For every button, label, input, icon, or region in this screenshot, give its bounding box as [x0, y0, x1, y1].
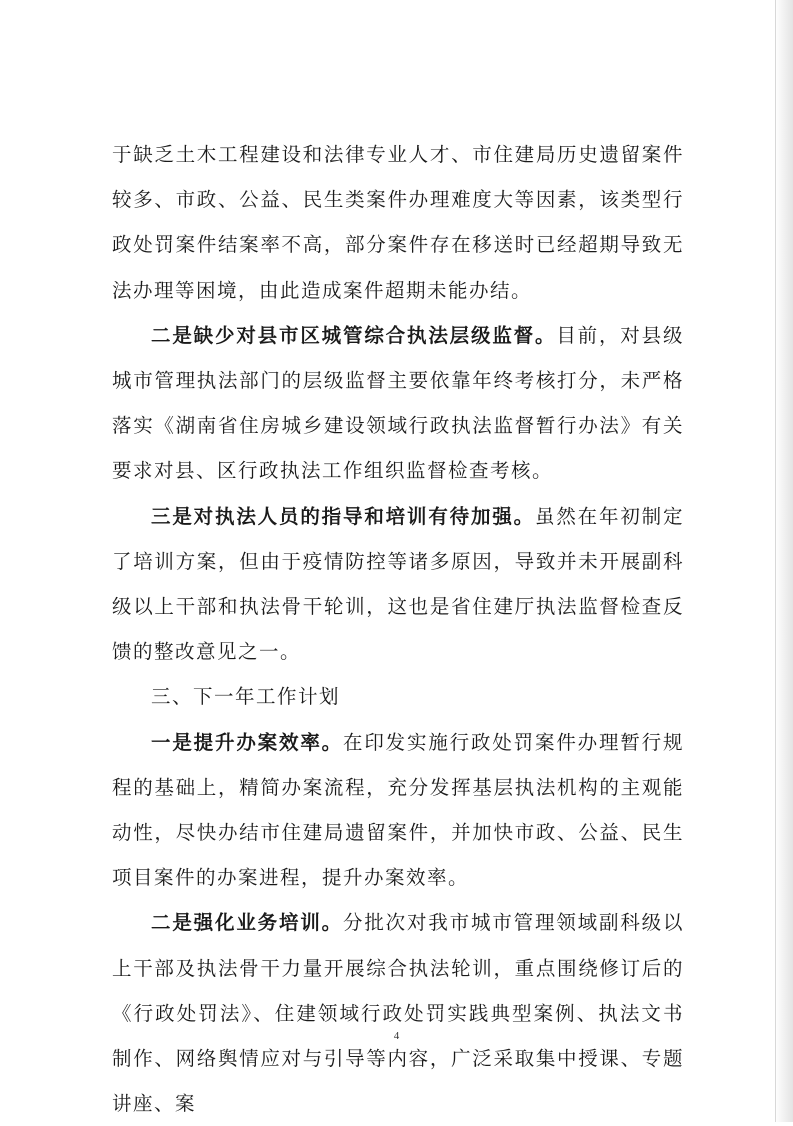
- plan-item-text: 分批次对我市城市管理领域副科级以上干部及执法骨干力量开展综合执法轮训，重点围绕修订后的《行政处罚法》、住建领域行政处罚实践典型案例、执法文书制作、网络舆情应对与引导等内容，广泛采取集中授课、专题讲座、案: [112, 911, 684, 1116]
- page-number: 4: [393, 1030, 400, 1042]
- paragraph-text: 虽然在年初制定了培训方案，但由于疫情防控等诸多原因，导致并未开展副科级以上干部和执法骨干轮训，这也是省住建厅执法监督检查反馈的整改意见之一。: [112, 504, 684, 664]
- page-edge-line: [775, 0, 776, 1122]
- page-edge-shadow: [775, 0, 793, 1122]
- section-heading: 三、下一年工作计划: [151, 685, 341, 709]
- document-body: [112, 132, 684, 1126]
- paragraph-lead: 三是对执法人员的指导和培训有待加强。: [151, 504, 535, 528]
- plan-item-lead: 二是强化业务培训。: [151, 911, 343, 935]
- paragraph-continuation: [112, 132, 684, 313]
- paragraph-text: 目前，对县级城市管理执法部门的层级监督主要依靠年终考核打分，未严格落实《湖南省住房城乡建设领域行政执法监督暂行办法》有关要求对县、区行政执法工作组织监督检查考核。: [112, 323, 684, 483]
- paragraph-problem-two: [112, 313, 684, 494]
- plan-item-lead: 一是提升办案效率。: [151, 730, 343, 754]
- paragraph-lead: 二是缺少对县市区城管综合执法层级监督。: [151, 323, 557, 347]
- plan-item-one: [112, 720, 684, 901]
- paragraph-problem-three: [112, 494, 684, 675]
- plan-item-text: 在印发实施行政处罚案件办理暂行规程的基础上，精简办案流程，充分发挥基层执法机构的主观能动性，尽快办结市住建局遗留案件，并加快市政、公益、民生项目案件的办案进程，提升办案效率。: [112, 730, 684, 890]
- plan-item-two: [112, 900, 684, 1126]
- paragraph-text: 于缺乏土木工程建设和法律专业人才、市住建局历史遗留案件较多、市政、公益、民生类案件办理难度大等因素，该类型行政处罚案件结案率不高，部分案件存在移送时已经超期导致无法办理等困境，由此造成案件超期未能办结。: [112, 143, 684, 302]
